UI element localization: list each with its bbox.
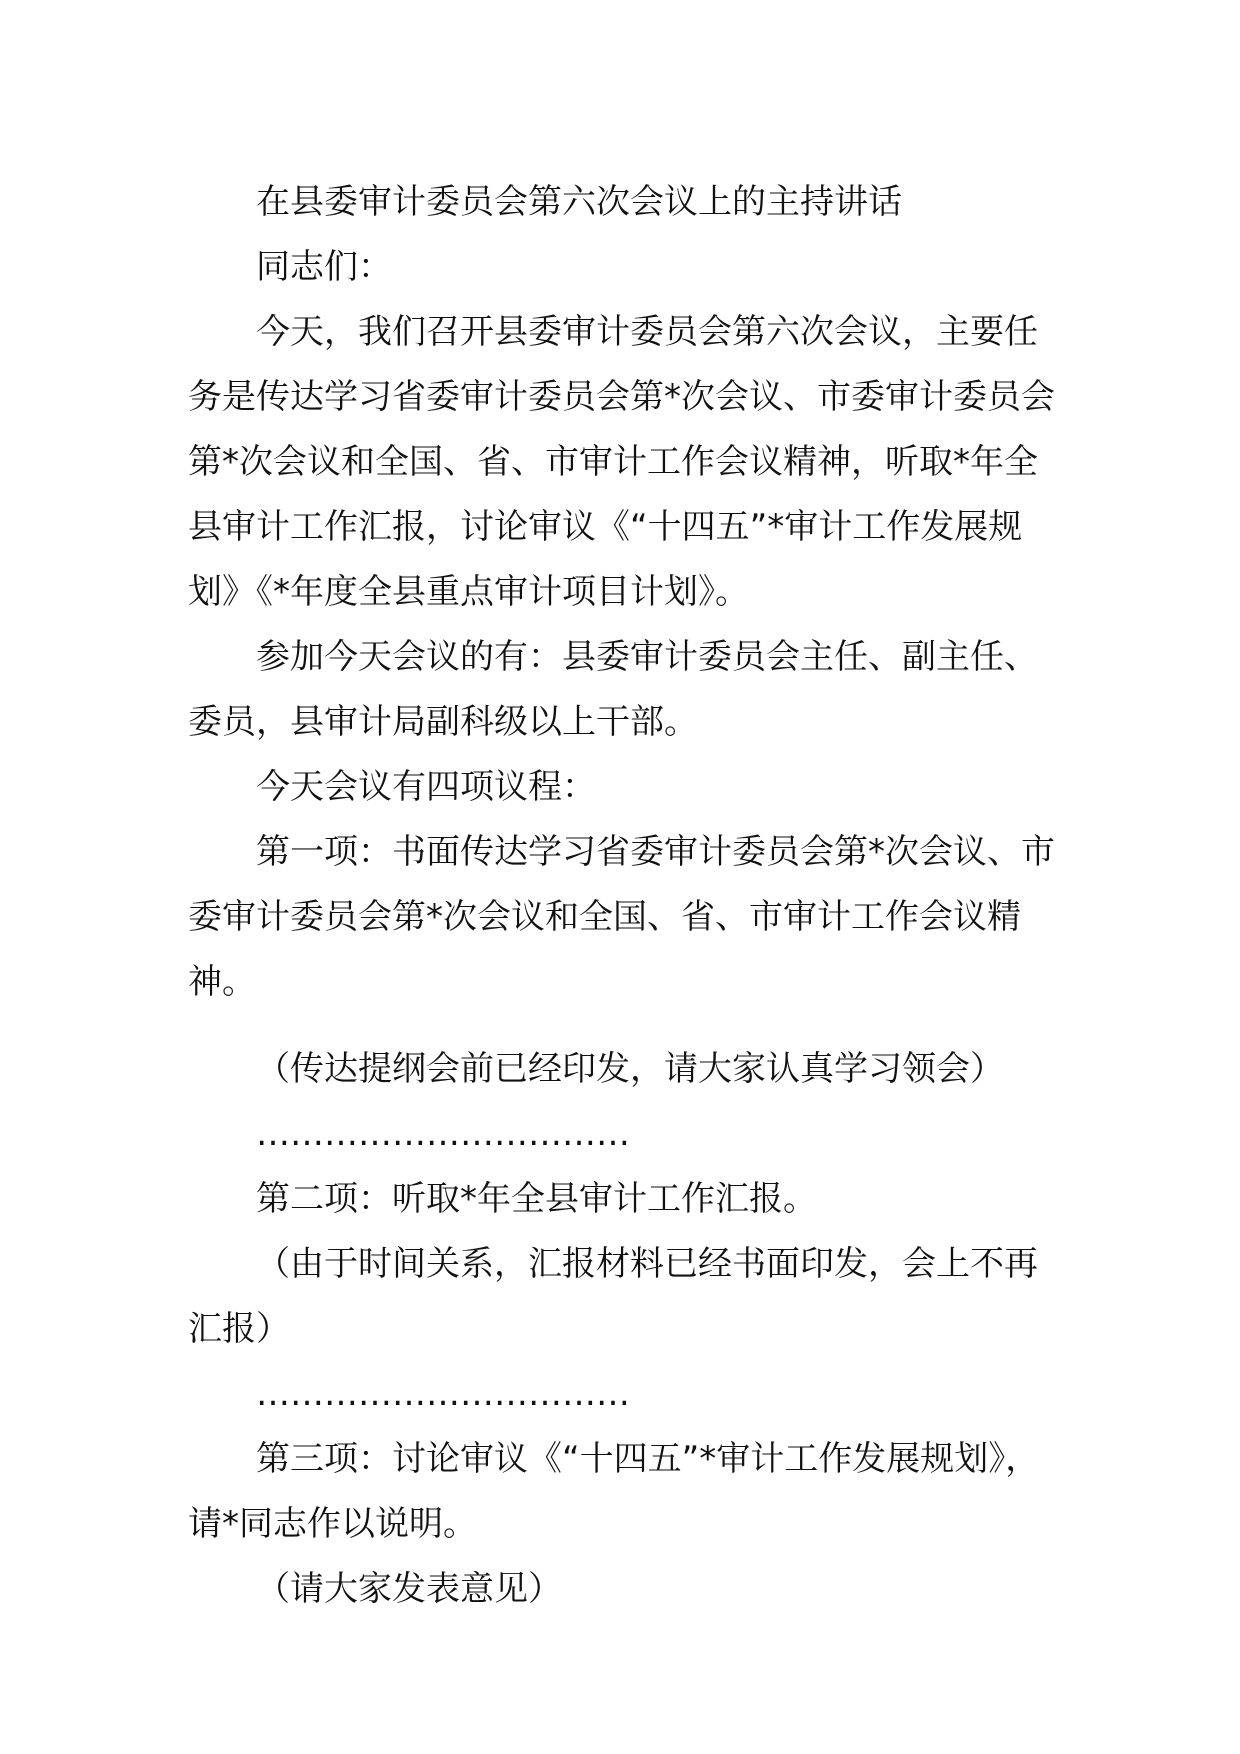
- agenda-note-1: （传达提纲会前已经印发，请大家认真学习领会）: [256, 1049, 1004, 1089]
- ellipsis-separator-1: ……………………………: [256, 1114, 630, 1154]
- salutation: 同志们：: [256, 247, 392, 287]
- agenda-note-3: （请大家发表意见）: [256, 1569, 562, 1609]
- paragraph-attendees: 参加今天会议的有：县委审计委员会主任、副主任、委员，县审计局副科级以上干部。: [188, 637, 1038, 742]
- agenda-item-2: 第二项：听取*年全县审计工作汇报。: [256, 1179, 817, 1219]
- agenda-note-2: （由于时间关系，汇报材料已经书面印发，会上不再汇报）: [188, 1244, 1038, 1349]
- agenda-item-3: 第三项：讨论审议《“十四五”*审计工作发展规划》，请*同志作以说明。: [188, 1439, 1040, 1544]
- agenda-item-1: 第一项：书面传达学习省委审计委员会第*次会议、市委审计委员会第*次会议和全国、省、市审计工作会议精神。: [188, 832, 1055, 1002]
- document-title: 在县委审计委员会第六次会议上的主持讲话: [256, 182, 902, 222]
- document-body: [188, 170, 1068, 1622]
- paragraph-agenda-intro: 今天会议有四项议程：: [256, 767, 596, 807]
- paragraph-opening: 今天，我们召开县委审计委员会第六次会议，主要任务是传达学习省委审计委员会第*次会议、市委审计委员会第*次会议和全国、省、市审计工作会议精神，听取*年全县审计工作汇报，讨论审议《“十四五”*审计工作发展规划》《*年度全县重点审计项目计划》。: [188, 312, 1055, 612]
- ellipsis-separator-2: ……………………………: [256, 1374, 630, 1414]
